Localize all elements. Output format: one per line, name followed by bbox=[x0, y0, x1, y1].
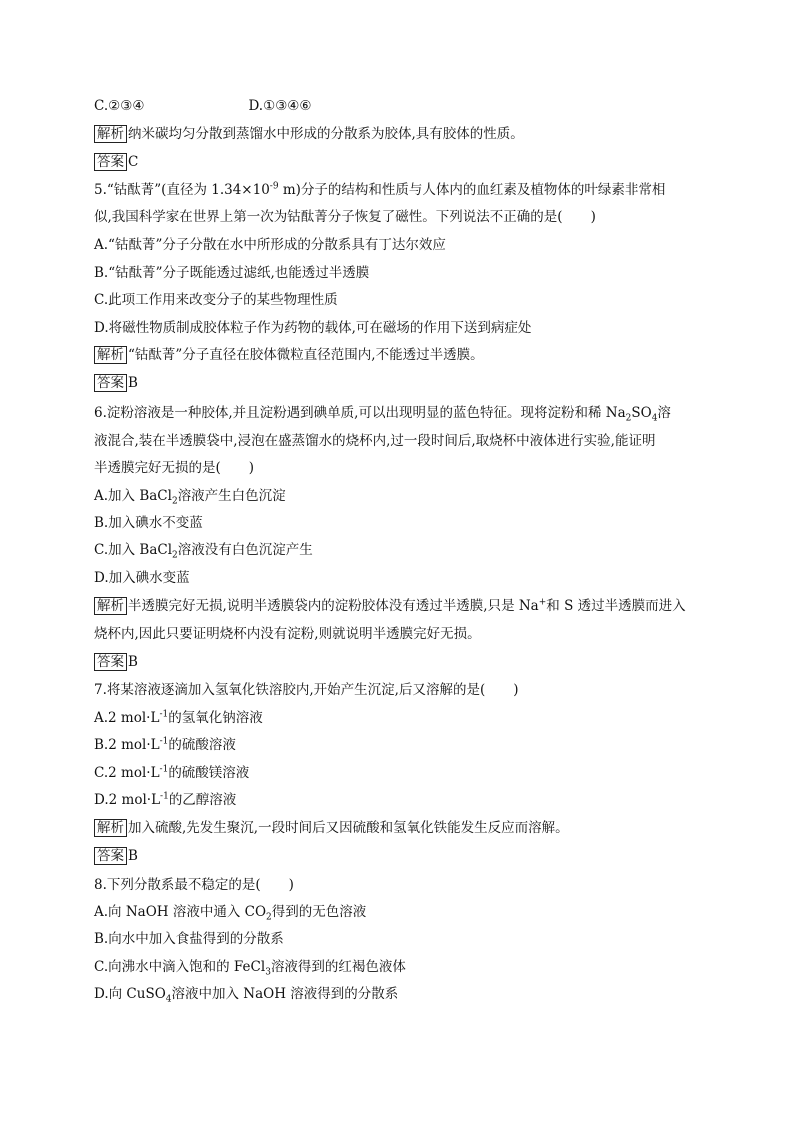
q4-answer bbox=[94, 153, 138, 171]
q7-option-d: D.2 $mol\cdot L^{-1}$的乙醇溶液 bbox=[94, 791, 237, 808]
analysis-tag: 解析 bbox=[94, 125, 127, 143]
answer-text: B bbox=[128, 654, 138, 670]
q6-option-b: B.加入碘水不变蓝 bbox=[94, 515, 203, 531]
analysis-text: 加入硫酸,先发生聚沉,一段时间后又因硫酸和氢氧化铁能发生反应而溶解。 bbox=[128, 820, 569, 836]
q7-analysis bbox=[94, 819, 569, 837]
q7-answer bbox=[94, 847, 138, 865]
q8-stem: 8.下列分散系最不稳定的是( ) bbox=[94, 877, 294, 893]
q5-stem-line-2: 似,我国科学家在世界上第一次为钴酞菁分子恢复了磁性。下列说法不正确的是( ) bbox=[94, 209, 596, 225]
q5-answer bbox=[94, 374, 138, 392]
q8-option-b: B.向水中加入食盐得到的分散系 bbox=[94, 931, 284, 947]
analysis-tag: 解析 bbox=[94, 346, 127, 364]
q7-option-c: C.2 $mol\cdot L^{-1}$的硫酸镁溶液 bbox=[94, 764, 250, 781]
q6-option-c: C.加入 BaCl$_2$溶液没有白色沉淀产生 bbox=[94, 542, 313, 561]
q6-stem-line-2: 液混合,装在半透膜袋中,浸泡在盛蒸馏水的烧杯内,过一段时间后,取烧杯中液体进行实验,能证明 bbox=[94, 433, 656, 449]
q4-analysis bbox=[94, 125, 524, 143]
q5-analysis bbox=[94, 346, 484, 364]
q6-stem-line-3: 半透膜完好无损的是( ) bbox=[94, 460, 255, 476]
analysis-text: 纳米碳均匀分散到蒸馏水中形成的分散系为胶体,具有胶体的性质。 bbox=[128, 126, 524, 142]
q8-option-a: A.向 NaOH 溶液中通入 $CO_2$得到的无色溶液 bbox=[94, 904, 367, 923]
q6-analysis-line-2: 烧杯内,因此只要证明烧杯内没有淀粉,则就说明半透膜完好无损。 bbox=[94, 626, 481, 642]
q5-option-c: C.此项工作用来改变分子的某些物理性质 bbox=[94, 292, 338, 308]
q7-option-a: A.2 $mol\cdot L^{-1}$的氢氧化钠溶液 bbox=[94, 709, 263, 726]
analysis-tag: 解析 bbox=[94, 597, 127, 615]
prev-options-row bbox=[94, 97, 312, 115]
answer-tag: 答案 bbox=[94, 847, 127, 865]
answer-text: B bbox=[128, 375, 138, 391]
q5-option-a: A.“钴酞菁”分子分散在水中所形成的分散系具有丁达尔效应 bbox=[94, 237, 446, 253]
q6-stem-line-1: 6.淀粉溶液是一种胶体,并且淀粉遇到碘单质,可以出现明显的蓝色特征。现将淀粉和稀 $Na_2SO_4$溶 bbox=[94, 405, 671, 424]
q6-option-a: A.加入 BaCl$_2$溶液产生白色沉淀 bbox=[94, 488, 286, 507]
answer-tag: 答案 bbox=[94, 153, 127, 171]
q7-option-b: B.2 $mol\cdot L^{-1}$的硫酸溶液 bbox=[94, 736, 236, 753]
q5-option-d: D.将磁性物质制成胶体粒子作为药物的载体,可在磁场的作用下送到病症处 bbox=[94, 320, 532, 336]
analysis-tag: 解析 bbox=[94, 819, 127, 837]
answer-tag: 答案 bbox=[94, 653, 127, 671]
option-d: D.①③④⑥ bbox=[248, 98, 312, 114]
q5-option-b: B.“钴酞菁”分子既能透过滤纸,也能透过半透膜 bbox=[94, 265, 370, 281]
q5-stem-line-1: 5.“钴酞菁”(直径为 $1.34\times 10^{-9}$ m)分子的结构和性质与人体内的血红素及植物体的叶绿素非常相 bbox=[94, 181, 666, 198]
q7-stem: 7.将某溶液逐滴加入氢氧化铁溶胶内,开始产生沉淀,后又溶解的是( ) bbox=[94, 682, 519, 698]
answer-text: B bbox=[128, 848, 138, 864]
q8-option-c: C.向沸水中滴入饱和的 FeCl$_3$溶液得到的红褐色液体 bbox=[94, 959, 406, 978]
answer-text: C bbox=[128, 154, 139, 170]
answer-tag: 答案 bbox=[94, 374, 127, 392]
q6-answer bbox=[94, 653, 138, 671]
q6-option-d: D.加入碘水变蓝 bbox=[94, 570, 190, 586]
analysis-text: “钴酞菁”分子直径在胶体微粒直径范围内,不能透过半透膜。 bbox=[128, 347, 484, 363]
q6-analysis-line-1: 解析 半透膜完好无损,说明半透膜袋内的淀粉胶体没有透过半透膜,只是 Na+和 S 透过半透膜而进入 bbox=[94, 597, 686, 615]
option-c: C.②③④ bbox=[94, 98, 145, 114]
q8-option-d: D.向 CuSO$_4$溶液中加入 NaOH 溶液得到的分散系 bbox=[94, 986, 399, 1005]
